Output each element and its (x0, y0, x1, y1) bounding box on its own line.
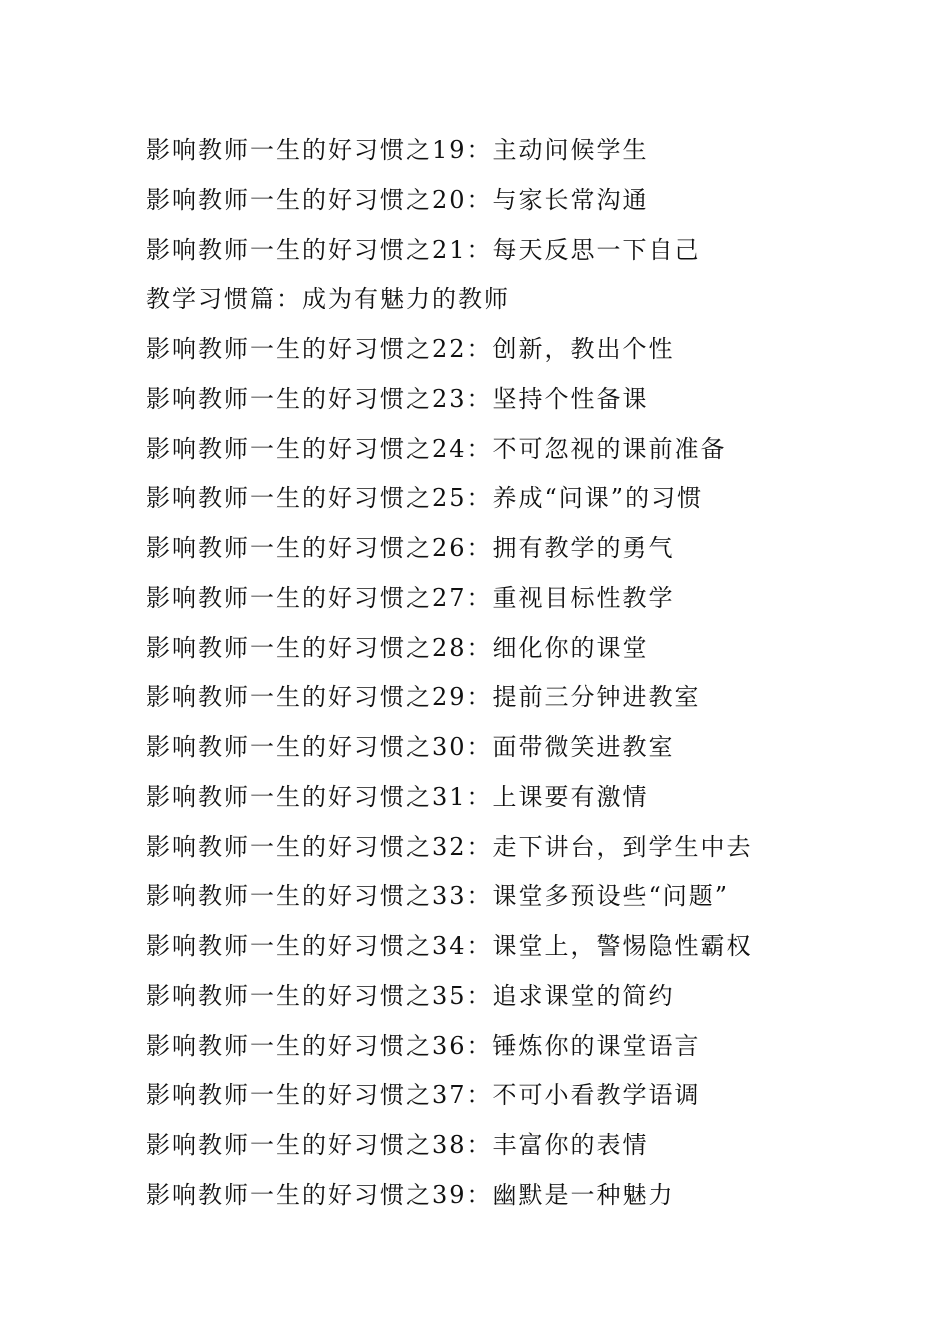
text-line: 影响教师一生的好习惯之24：不可忽视的课前准备 (146, 434, 727, 463)
text-line: 影响教师一生的好习惯之26：拥有教学的勇气 (146, 534, 675, 562)
text-line: 影响教师一生的好习惯之25：养成“问课”的习惯 (146, 484, 704, 513)
text-line: 影响教师一生的好习惯之28：细化你的课堂 (146, 633, 649, 662)
text-line: 影响教师一生的好习惯之32：走下讲台，到学生中去 (146, 832, 753, 861)
text-line: 影响教师一生的好习惯之37：不可小看教学语调 (146, 1081, 701, 1110)
section-heading: 教学习惯篇：成为有魅力的教师 (146, 285, 510, 314)
text-line: 影响教师一生的好习惯之33：课堂多预设些“问题” (146, 882, 730, 911)
text-line: 影响教师一生的好习惯之23：坚持个性备课 (146, 384, 649, 413)
text-line: 影响教师一生的好习惯之34：课堂上，警惕隐性霸权 (146, 932, 753, 960)
text-line: 影响教师一生的好习惯之38：丰富你的表情 (146, 1131, 649, 1159)
text-line: 影响教师一生的好习惯之36：锤炼你的课堂语言 (146, 1031, 701, 1060)
text-block (146, 126, 866, 1221)
text-line: 影响教师一生的好习惯之19：主动问候学生 (146, 136, 649, 164)
text-line: 影响教师一生的好习惯之27：重视目标性教学 (146, 583, 675, 612)
text-line: 影响教师一生的好习惯之20：与家长常沟通 (146, 185, 649, 214)
text-line: 影响教师一生的好习惯之21：每天反思一下自己 (146, 235, 701, 264)
text-line: 影响教师一生的好习惯之29：提前三分钟进教室 (146, 683, 701, 712)
text-line: 影响教师一生的好习惯之22：创新，教出个性 (146, 335, 675, 363)
text-line: 影响教师一生的好习惯之30：面带微笑进教室 (146, 733, 675, 761)
text-line: 影响教师一生的好习惯之35：追求课堂的简约 (146, 981, 675, 1010)
text-line: 影响教师一生的好习惯之39：幽默是一种魅力 (146, 1180, 675, 1209)
text-line: 影响教师一生的好习惯之31：上课要有激情 (146, 782, 649, 811)
